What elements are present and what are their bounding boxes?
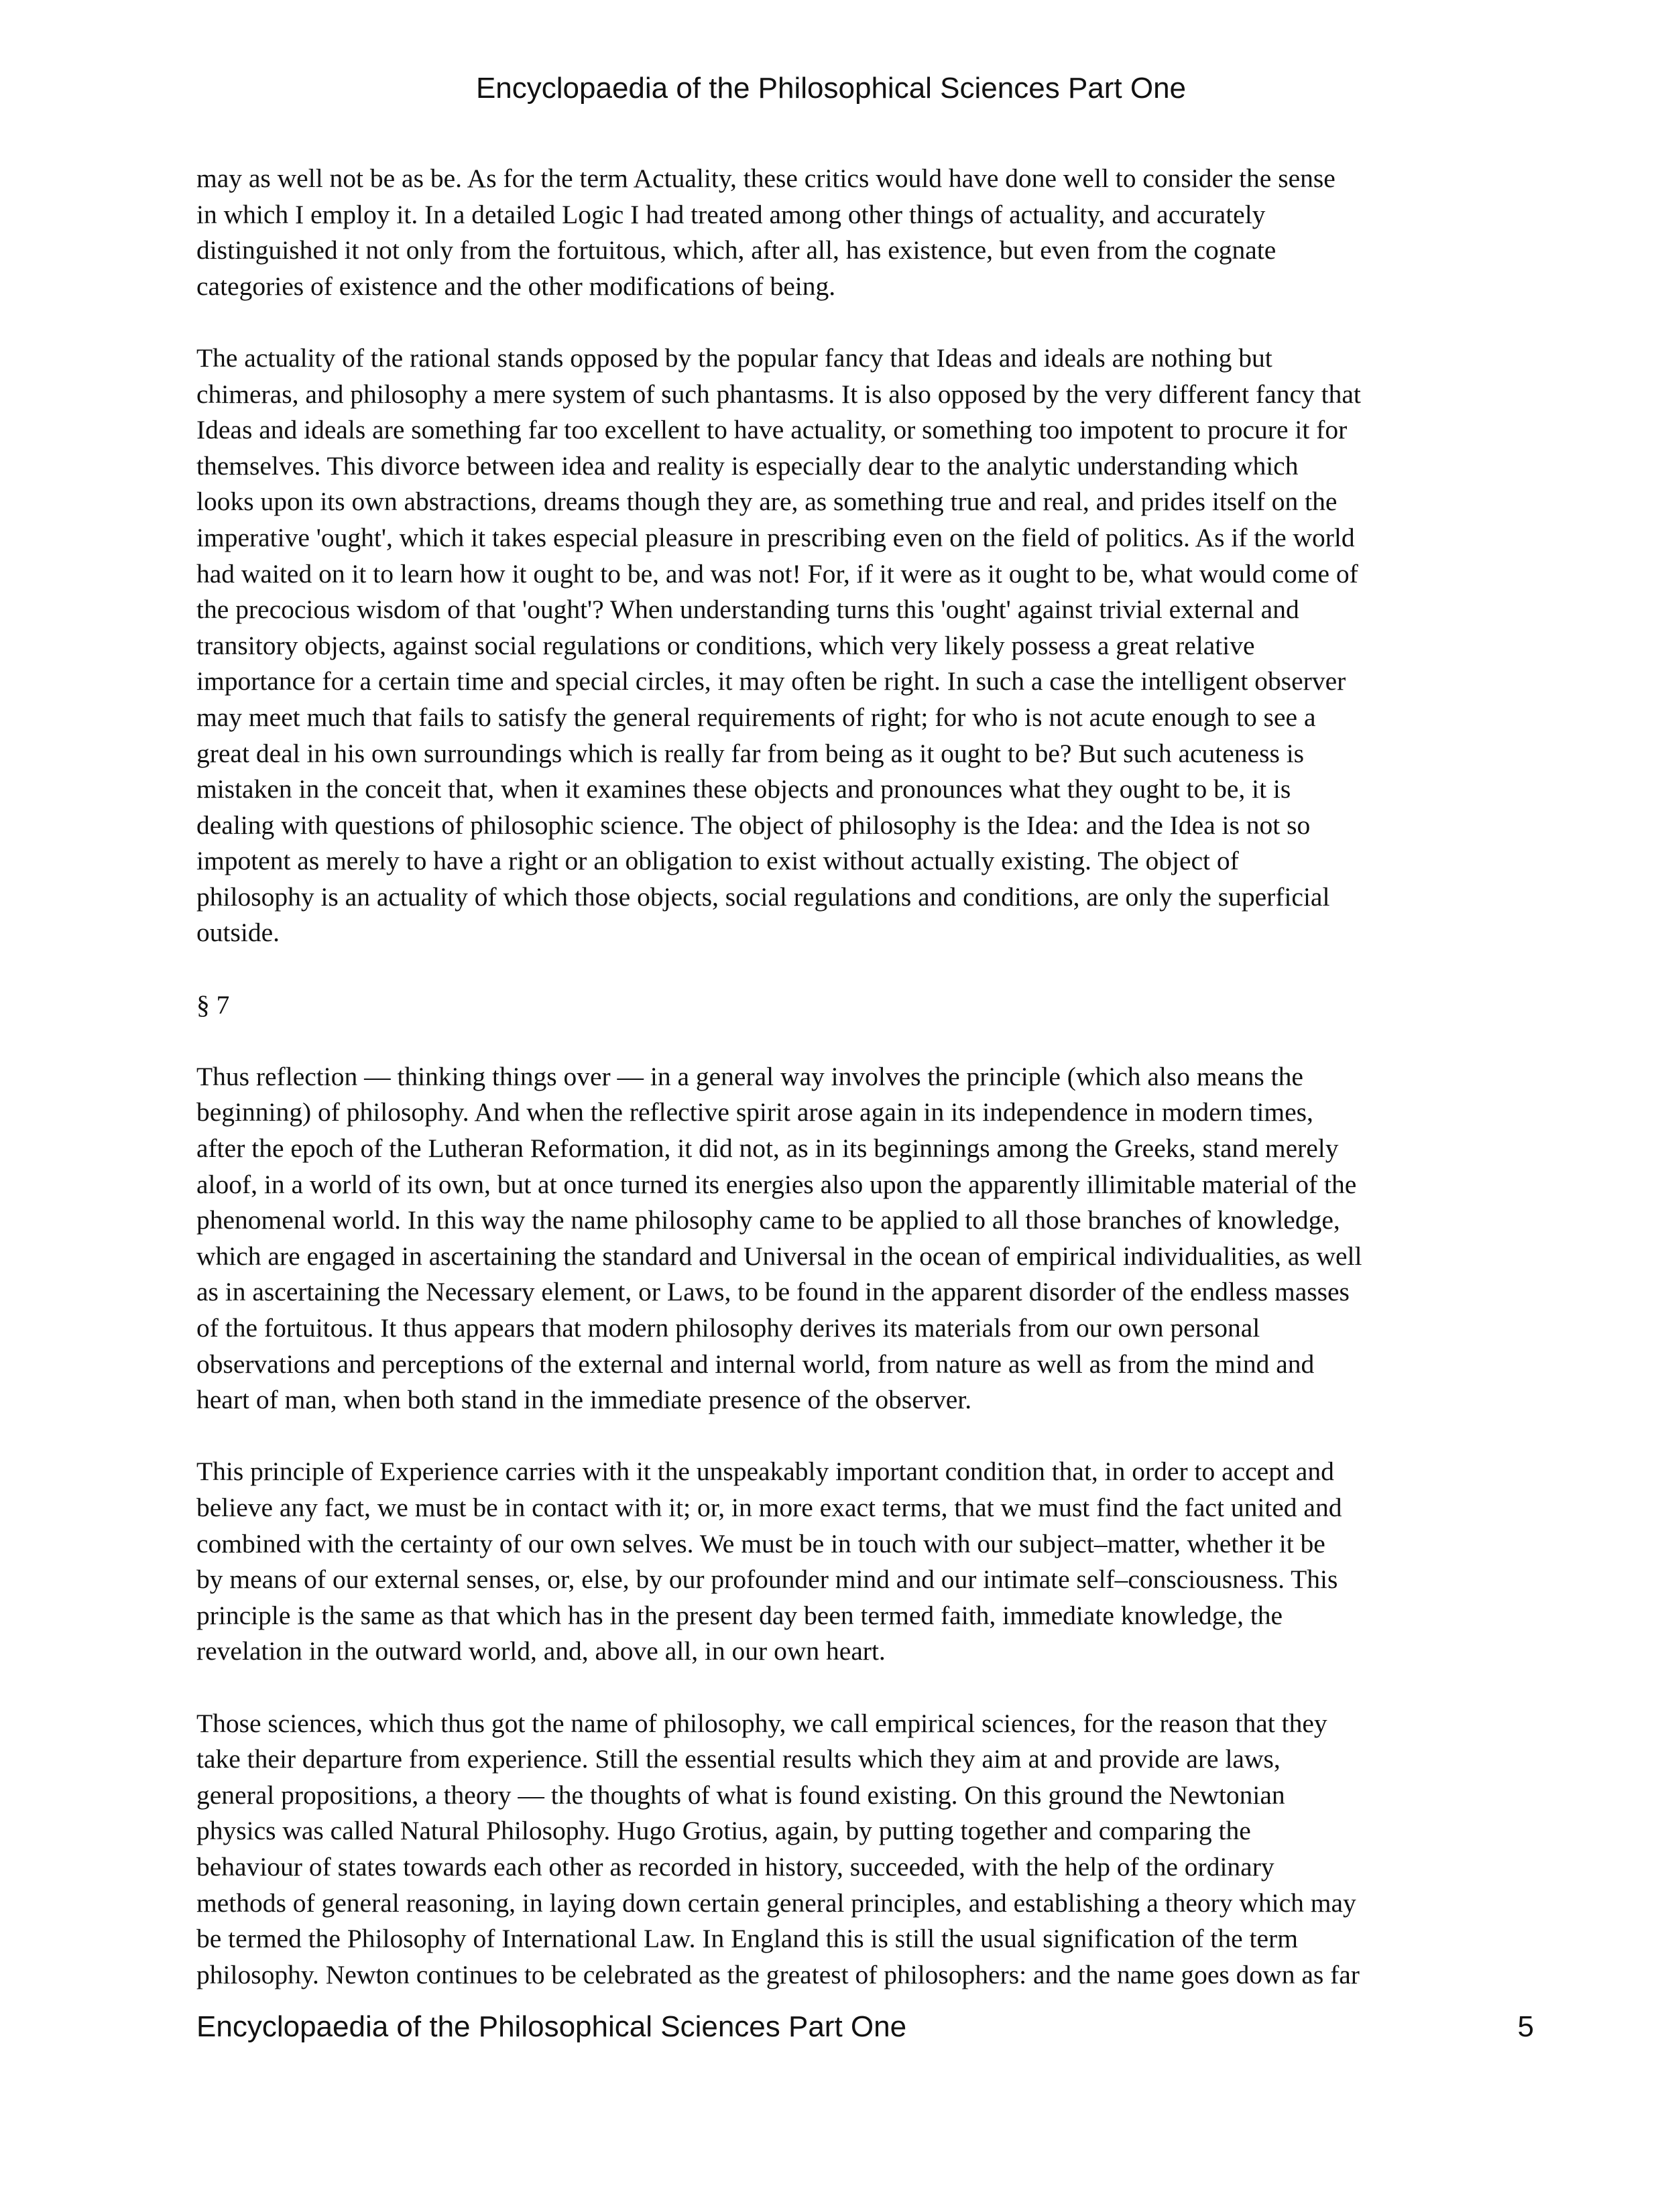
text-line: combined with the certainty of our own selves. We must be in touch with our subject–matter, whether it be bbox=[196, 1528, 1325, 1558]
body-text bbox=[196, 161, 1534, 2029]
text-line: importance for a certain time and special circles, it may often be right. In such a case the intelligent observer bbox=[196, 666, 1346, 696]
text-line: Ideas and ideals are something far too excellent to have actuality, or something too impotent to procure it for bbox=[196, 415, 1348, 445]
paragraph bbox=[196, 341, 1534, 951]
text-line: methods of general reasoning, in laying down certain general principles, and establishing a theory which may bbox=[196, 1888, 1356, 1918]
text-line: heart of man, when both stand in the immediate presence of the observer. bbox=[196, 1385, 972, 1415]
section-number: § 7 bbox=[196, 989, 230, 1020]
text-line: may as well not be as be. As for the term Actuality, these critics would have done well to consider the sense bbox=[196, 164, 1335, 193]
text-line: The actuality of the rational stands opposed by the popular fancy that Ideas and ideals are nothing but bbox=[196, 343, 1272, 373]
text-line: general propositions, a theory –– the thoughts of what is found existing. On this ground the Newtonian bbox=[196, 1780, 1285, 1810]
text-line: which are engaged in ascertaining the standard and Universal in the ocean of empirical individualities, as well bbox=[196, 1241, 1362, 1271]
text-line: phenomenal world. In this way the name philosophy came to be applied to all those branches of knowledge, bbox=[196, 1205, 1340, 1235]
text-line: This principle of Experience carries with it the unspeakably important condition that, in order to accept and bbox=[196, 1457, 1334, 1487]
text-line: revelation in the outward world, and, above all, in our own heart. bbox=[196, 1636, 886, 1666]
paragraph bbox=[196, 1059, 1534, 1418]
text-line: looks upon its own abstractions, dreams though they are, as something true and real, and prides itself on the bbox=[196, 487, 1338, 517]
text-line: behaviour of states towards each other as recorded in history, succeeded, with the help of the ordinary bbox=[196, 1851, 1274, 1882]
text-line: distinguished it not only from the fortuitous, which, after all, has existence, but even from the cognate bbox=[196, 235, 1277, 265]
text-line: transitory objects, against social regulations or conditions, which very likely possess a great relative bbox=[196, 630, 1255, 660]
text-line: principle is the same as that which has in the present day been termed faith, immediate knowledge, the bbox=[196, 1600, 1283, 1630]
text-line: the precocious wisdom of that 'ought'? When understanding turns this 'ought' against trivial external and bbox=[196, 595, 1299, 625]
footer-title: Encyclopaedia of the Philosophical Sciences Part One bbox=[196, 2010, 907, 2043]
paragraph bbox=[196, 1706, 1534, 1993]
text-line: mistaken in the conceit that, when it examines these objects and pronounces what they ought to be, it is bbox=[196, 774, 1291, 804]
page-number: 5 bbox=[1517, 2010, 1534, 2043]
text-line: chimeras, and philosophy a mere system of such phantasms. It is also opposed by the very different fancy that bbox=[196, 379, 1361, 409]
text-line: dealing with questions of philosophic science. The object of philosophy is the Idea: and the Idea is not so bbox=[196, 810, 1311, 840]
text-line: beginning) of philosophy. And when the reflective spirit arose again in its independence in modern times, bbox=[196, 1097, 1313, 1127]
running-footer bbox=[196, 2007, 1534, 2047]
text-line: themselves. This divorce between idea and reality is especially dear to the analytic understanding which bbox=[196, 450, 1299, 481]
text-line: categories of existence and the other modifications of being. bbox=[196, 271, 836, 301]
text-line: in which I employ it. In a detailed Logic I had treated among other things of actuality, and accurately bbox=[196, 199, 1266, 229]
text-line: imperative 'ought', which it takes especial pleasure in prescribing even on the field of politics. As if the world bbox=[196, 522, 1355, 552]
text-line: by means of our external senses, or, else, by our profounder mind and our intimate self–consciousness. This bbox=[196, 1564, 1338, 1595]
text-line: believe any fact, we must be in contact with it; or, in more exact terms, that we must find the fact united and bbox=[196, 1492, 1342, 1522]
text-line: philosophy. Newton continues to be celebrated as the greatest of philosophers: and the name goes down as far bbox=[196, 1959, 1360, 1989]
text-line: great deal in his own surroundings which is really far from being as it ought to be? But such acuteness is bbox=[196, 738, 1305, 768]
text-line: after the epoch of the Lutheran Reformation, it did not, as in its beginnings among the Greeks, stand merely bbox=[196, 1133, 1339, 1164]
text-line: Those sciences, which thus got the name of philosophy, we call empirical sciences, for the reason that they bbox=[196, 1708, 1327, 1738]
text-line: may meet much that fails to satisfy the general requirements of right; for who is not acute enough to see a bbox=[196, 702, 1316, 732]
text-line: outside. bbox=[196, 918, 280, 948]
text-line: take their departure from experience. Still the essential results which they aim at and provide are laws, bbox=[196, 1744, 1281, 1774]
running-header: Encyclopaedia of the Philosophical Sciences Part One bbox=[475, 72, 1187, 105]
text-line: impotent as merely to have a right or an obligation to exist without actually existing. The object of bbox=[196, 846, 1239, 876]
text-line: of the fortuitous. It thus appears that modern philosophy derives its materials from our own personal bbox=[196, 1313, 1260, 1343]
paragraph bbox=[196, 161, 1534, 304]
text-line: be termed the Philosophy of International Law. In England this is still the usual signification of the term bbox=[196, 1924, 1298, 1954]
text-line: Thus reflection –– thinking things over –– in a general way involves the principle (which also means the bbox=[196, 1061, 1303, 1091]
text-line: philosophy is an actuality of which those objects, social regulations and conditions, are only the superficial bbox=[196, 881, 1330, 912]
text-line: observations and perceptions of the external and internal world, from nature as well as from the mind and bbox=[196, 1349, 1315, 1379]
text-line: as in ascertaining the Necessary element, or Laws, to be found in the apparent disorder of the endless masses bbox=[196, 1277, 1350, 1307]
paragraph bbox=[196, 1454, 1534, 1670]
text-line: physics was called Natural Philosophy. Hugo Grotius, again, by putting together and comparing the bbox=[196, 1816, 1251, 1846]
text-line: aloof, in a world of its own, but at once turned its energies also upon the apparently illimitable material of the bbox=[196, 1169, 1357, 1199]
text-line: had waited on it to learn how it ought to be, and was not! For, if it were as it ought to be, what would come of bbox=[196, 558, 1358, 589]
section-heading bbox=[196, 987, 1534, 1024]
